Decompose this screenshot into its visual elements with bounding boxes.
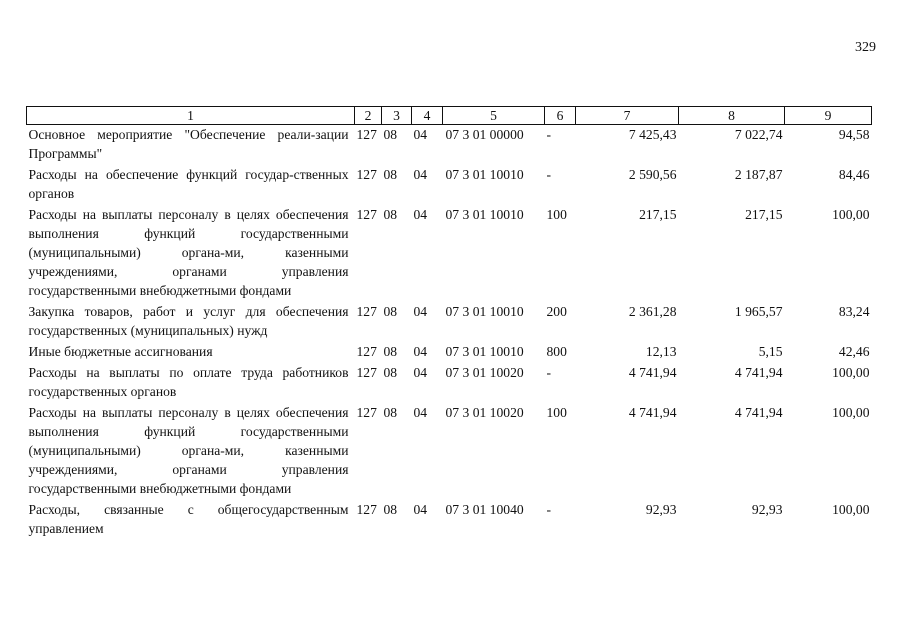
row-percent: 42,46 bbox=[838, 344, 870, 359]
row-admin-code: 127 bbox=[356, 127, 377, 142]
table-row bbox=[27, 205, 872, 302]
row-admin-code: 127 bbox=[356, 405, 377, 420]
table-row bbox=[27, 125, 872, 166]
row-section: 08 bbox=[383, 365, 398, 380]
row-expense-type: - bbox=[546, 502, 552, 517]
row-expense-type: - bbox=[546, 127, 552, 142]
row-name: Основное мероприятие "Обеспечение реали-зации Программы" bbox=[28, 127, 349, 161]
column-header-8: 8 bbox=[679, 107, 785, 125]
row-executed: 4 741,94 bbox=[734, 365, 783, 380]
row-percent: 83,24 bbox=[838, 304, 870, 319]
row-executed: 2 187,87 bbox=[734, 167, 783, 182]
row-percent: 100,00 bbox=[832, 207, 870, 222]
row-name: Расходы на выплаты по оплате труда работников государственных органов bbox=[28, 365, 349, 399]
row-planned: 4 741,94 bbox=[628, 365, 677, 380]
row-executed: 5,15 bbox=[758, 344, 783, 359]
column-header-2: 2 bbox=[355, 107, 382, 125]
row-admin-code: 127 bbox=[356, 304, 377, 319]
row-percent: 100,00 bbox=[832, 502, 870, 517]
row-subsection: 04 bbox=[413, 167, 428, 182]
row-admin-code: 127 bbox=[356, 344, 377, 359]
row-admin-code: 127 bbox=[356, 167, 377, 182]
row-expense-type: - bbox=[546, 167, 552, 182]
row-subsection: 04 bbox=[413, 207, 428, 222]
row-planned: 2 361,28 bbox=[628, 304, 677, 319]
row-section: 08 bbox=[383, 502, 398, 517]
column-header-5: 5 bbox=[443, 107, 545, 125]
row-target-article: 07 3 01 10020 bbox=[445, 405, 524, 420]
row-subsection: 04 bbox=[413, 304, 428, 319]
row-target-article: 07 3 01 10010 bbox=[445, 344, 524, 359]
row-planned: 4 741,94 bbox=[628, 405, 677, 420]
budget-table bbox=[26, 106, 872, 540]
row-subsection: 04 bbox=[413, 365, 428, 380]
row-expense-type: 100 bbox=[546, 405, 567, 420]
table-header bbox=[27, 107, 872, 125]
row-target-article: 07 3 01 10010 bbox=[445, 167, 524, 182]
table-row bbox=[27, 165, 872, 205]
row-target-article: 07 3 01 10040 bbox=[445, 502, 524, 517]
table-body bbox=[27, 125, 872, 541]
row-executed: 1 965,57 bbox=[734, 304, 783, 319]
row-name: Расходы на выплаты персоналу в целях обеспечения выполнения функций государственными (муниципальными) органа-ми, казенными учреждениями, органами управления государственными внебюджетными фондами bbox=[28, 405, 349, 496]
column-header-9: 9 bbox=[785, 107, 872, 125]
row-name: Расходы на обеспечение функций государ-ственных органов bbox=[28, 167, 349, 201]
page-number: 329 bbox=[855, 40, 876, 55]
row-subsection: 04 bbox=[413, 502, 428, 517]
row-percent: 100,00 bbox=[832, 365, 870, 380]
row-percent: 94,58 bbox=[838, 127, 870, 142]
row-expense-type: 100 bbox=[546, 207, 567, 222]
column-header-7: 7 bbox=[576, 107, 679, 125]
row-target-article: 07 3 01 10020 bbox=[445, 365, 524, 380]
table-row bbox=[27, 302, 872, 342]
row-executed: 7 022,74 bbox=[734, 127, 783, 142]
row-target-article: 07 3 01 10010 bbox=[445, 304, 524, 319]
row-executed: 217,15 bbox=[745, 207, 783, 222]
row-executed: 4 741,94 bbox=[734, 405, 783, 420]
column-header-4: 4 bbox=[412, 107, 443, 125]
row-planned: 2 590,56 bbox=[628, 167, 677, 182]
table-row bbox=[27, 342, 872, 363]
row-section: 08 bbox=[383, 405, 398, 420]
row-subsection: 04 bbox=[413, 344, 428, 359]
column-header-3: 3 bbox=[382, 107, 412, 125]
row-planned: 12,13 bbox=[645, 344, 677, 359]
table-row bbox=[27, 363, 872, 403]
header-row bbox=[27, 107, 872, 125]
row-planned: 217,15 bbox=[639, 207, 677, 222]
row-expense-type: - bbox=[546, 365, 552, 380]
table-row bbox=[27, 403, 872, 500]
column-header-1: 1 bbox=[27, 107, 355, 125]
row-name: Расходы на выплаты персоналу в целях обеспечения выполнения функций государственными (муниципальными) органа-ми, казенными учреждениями, органами управления государственными внебюджетными фондами bbox=[28, 207, 349, 298]
row-section: 08 bbox=[383, 167, 398, 182]
row-percent: 84,46 bbox=[838, 167, 870, 182]
row-target-article: 07 3 01 10010 bbox=[445, 207, 524, 222]
row-percent: 100,00 bbox=[832, 405, 870, 420]
row-subsection: 04 bbox=[413, 405, 428, 420]
row-admin-code: 127 bbox=[356, 502, 377, 517]
column-header-6: 6 bbox=[545, 107, 576, 125]
row-section: 08 bbox=[383, 304, 398, 319]
row-name: Расходы, связанные с общегосударственным управлением bbox=[28, 502, 349, 536]
row-expense-type: 800 bbox=[546, 344, 567, 359]
row-executed: 92,93 bbox=[751, 502, 783, 517]
row-name: Иные бюджетные ассигнования bbox=[28, 344, 213, 359]
row-admin-code: 127 bbox=[356, 365, 377, 380]
row-section: 08 bbox=[383, 344, 398, 359]
table-row bbox=[27, 500, 872, 540]
row-subsection: 04 bbox=[413, 127, 428, 142]
row-planned: 7 425,43 bbox=[628, 127, 677, 142]
row-section: 08 bbox=[383, 207, 398, 222]
row-planned: 92,93 bbox=[645, 502, 677, 517]
row-admin-code: 127 bbox=[356, 207, 377, 222]
row-name: Закупка товаров, работ и услуг для обеспечения государственных (муниципальных) нужд bbox=[28, 304, 349, 338]
row-section: 08 bbox=[383, 127, 398, 142]
row-target-article: 07 3 01 00000 bbox=[445, 127, 524, 142]
row-expense-type: 200 bbox=[546, 304, 567, 319]
